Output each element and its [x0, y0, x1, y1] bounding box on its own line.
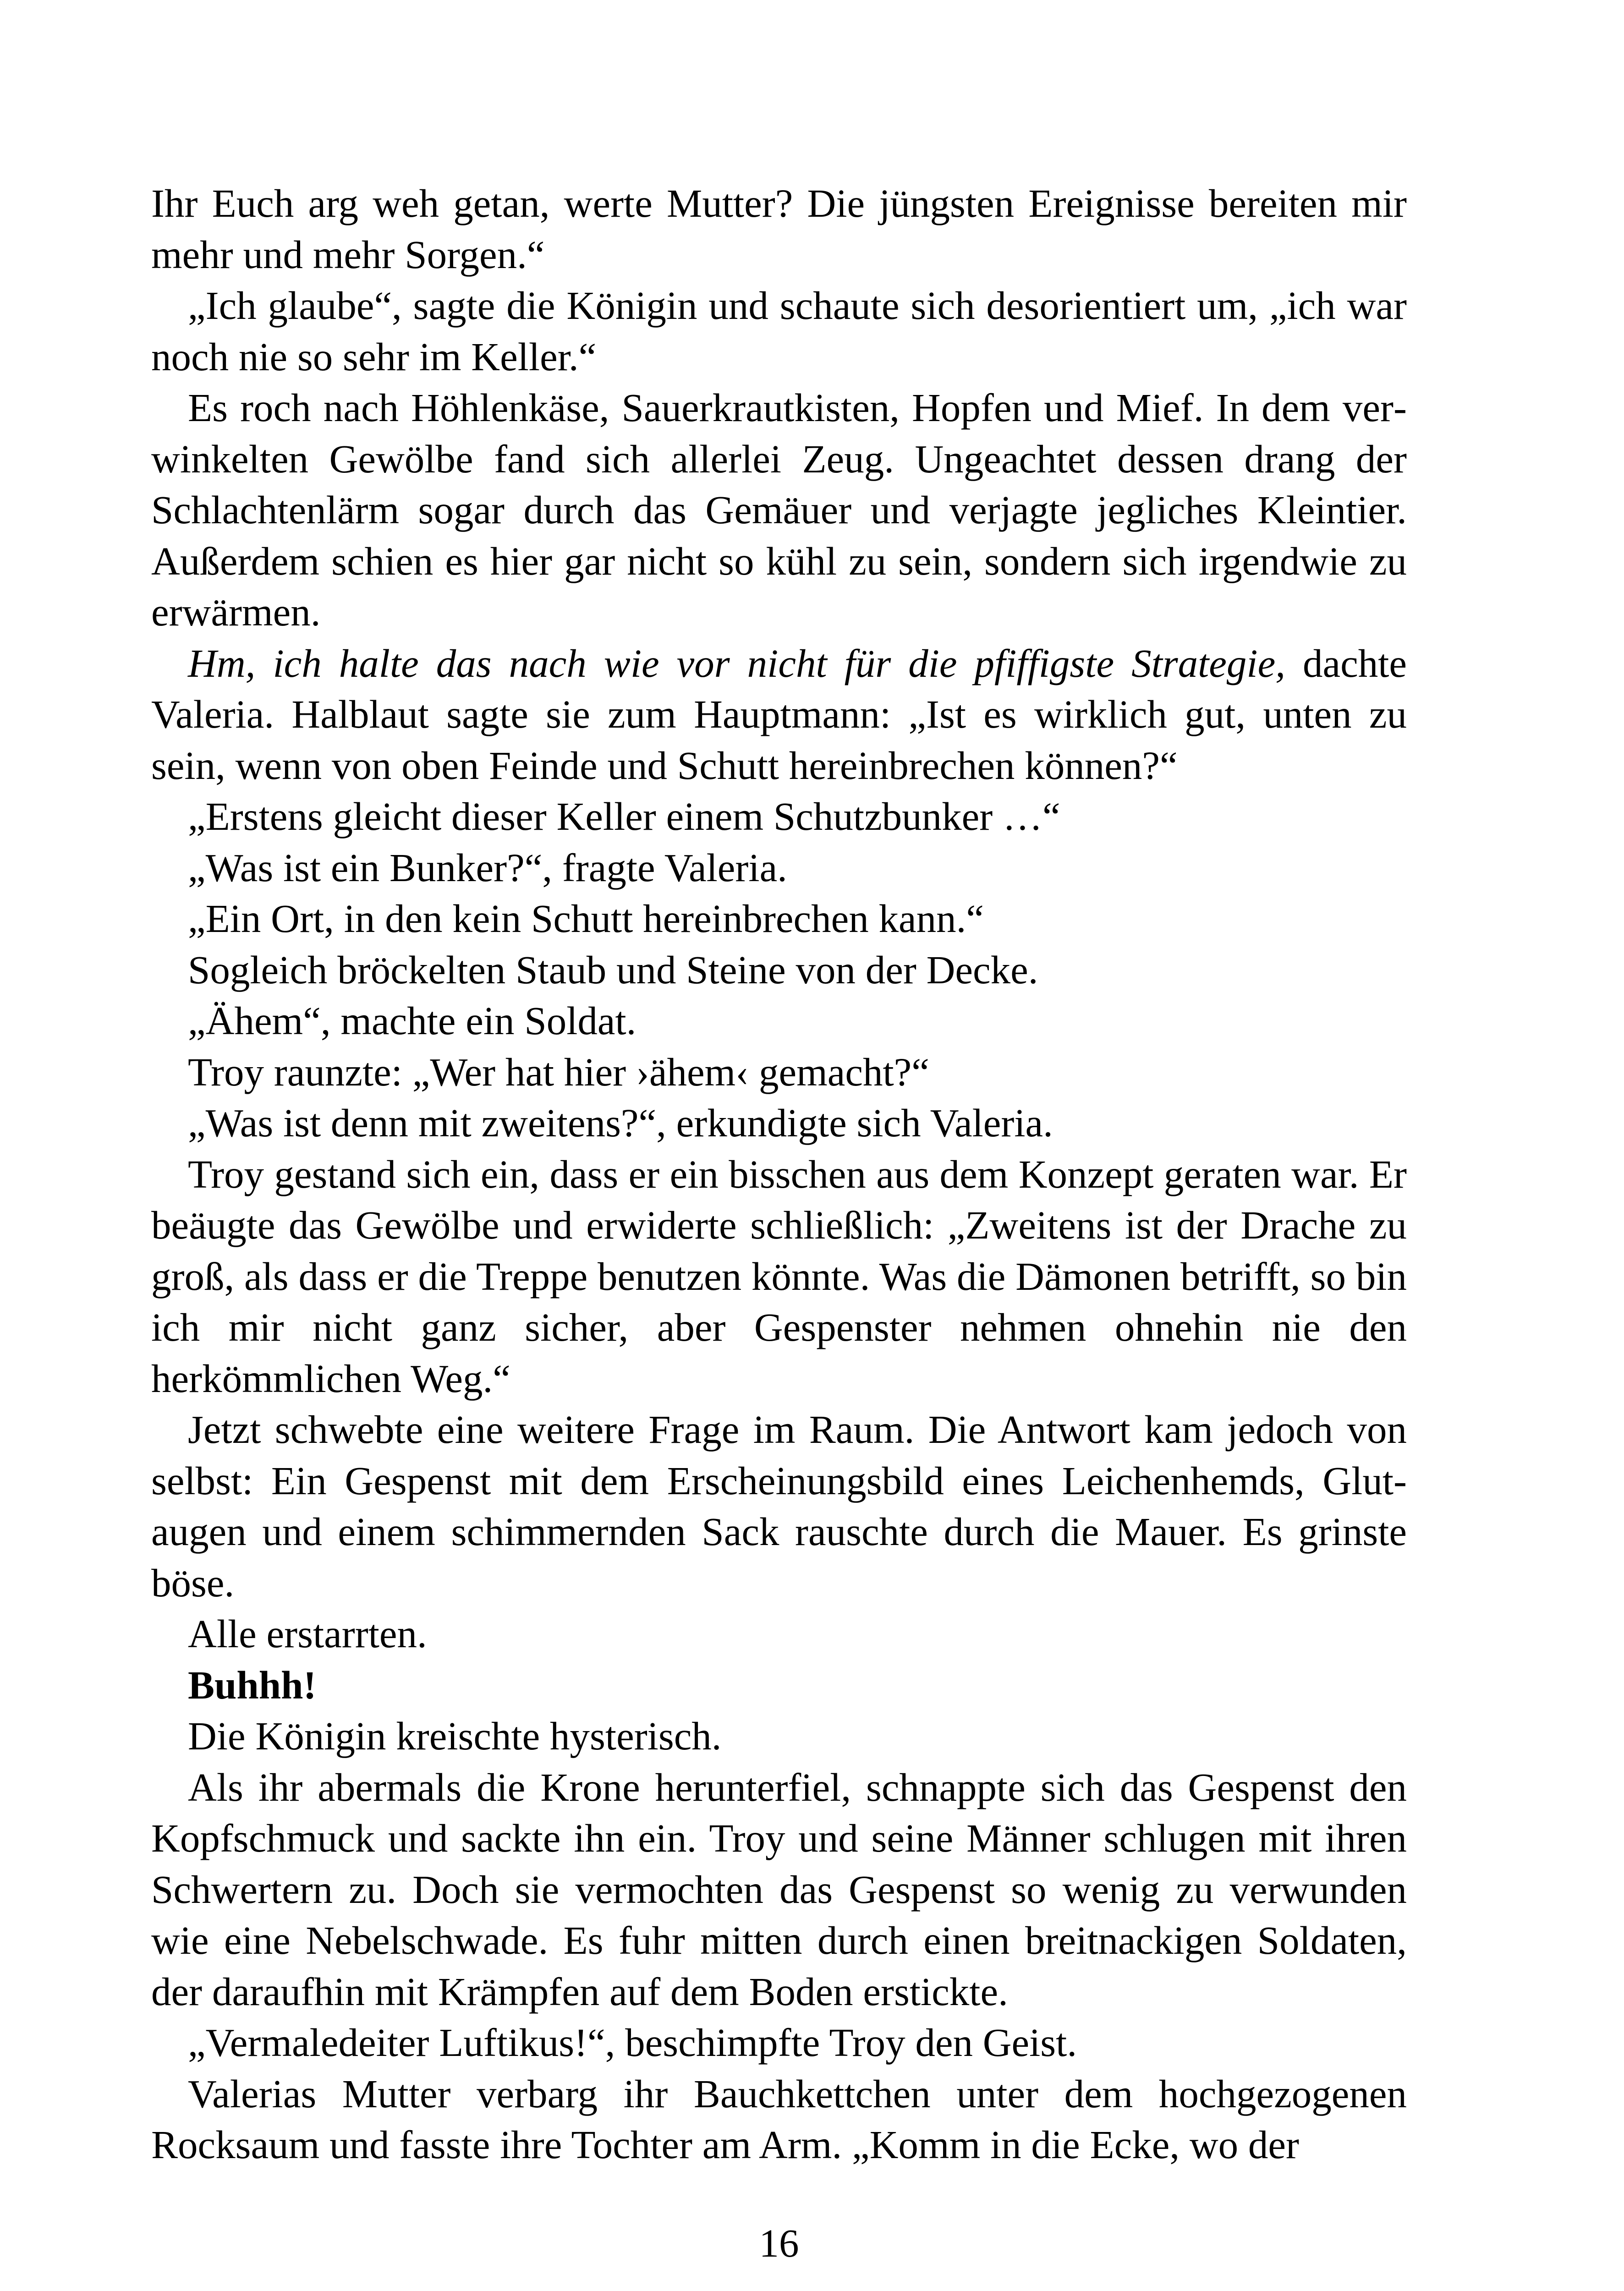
paragraph: „Ein Ort, in den kein Schutt hereinbrechen kann.“ [188, 896, 984, 941]
paragraph: Als ihr abermals die Krone herunterfiel, schnappte sich das Gespenst den Kopfschmuck und sackte ihn ein. Troy und seine Männer schlugen mit ihren Schwertern zu. Doch sie vermochten das Gespenst so wenig zu verwunden wie eine Nebelschwade. Es fuhr mitten durch einen breitnackigen Soldaten, der daraufhin mit Krämpfen auf dem Boden erstickte. [151, 1765, 1407, 2014]
paragraph: „Ich glaube“, sagte die Königin und schaute sich desorientiert um, „ich war noch nie so sehr im Keller.“ [151, 283, 1407, 379]
paragraph: „Was ist denn mit zweitens?“, erkundigte sich Valeria. [188, 1101, 1053, 1145]
body-text [151, 178, 1407, 2170]
paragraph: Troy raunzte: „Wer hat hier ›ähem‹ gemacht?“ [188, 1049, 929, 1094]
paragraph [151, 638, 1407, 791]
paragraph: „Was ist ein Bunker?“, fragte Valeria. [188, 845, 787, 890]
paragraph: Ihr Euch arg weh getan, werte Mutter? Die jüngsten Ereignisse bereiten mir mehr und mehr Sorgen.“ [151, 181, 1407, 277]
paragraph: Troy gestand sich ein, dass er ein bisschen aus dem Konzept geraten war. Er beäugte das Gewölbe und erwiderte schließlich: „Zweitens ist der Drache zu groß, als dass er die Treppe benutzen könnte. Was die Dämonen betrifft, so bin ich mir nicht ganz sicher, aber Gespenster nehmen ohnehin nie den herkömmlichen Weg.“ [151, 1151, 1407, 1401]
paragraph: Es roch nach Höhlenkäse, Sauerkrautkisten, Hopfen und Mief. In dem verwinkelten Gewölbe fand sich allerlei Zeug. Ungeachtet dessen drang der Schlachtenlärm sogar durch das Gemäuer und verjagte jegliches Kleintier. Außerdem schien es hier gar nicht so kühl zu sein, sondern sich irgendwie zu erwärmen. [151, 385, 1407, 634]
paragraph: Jetzt schwebte eine weitere Frage im Raum. Die Antwort kam jedoch von selbst: Ein Gespenst mit dem Erscheinungsbild eines Leichenhemds, Glutaugen und einem schimmernden Sack rauschte durch die Mauer. Es grinste böse. [151, 1407, 1407, 1605]
paragraph: „Vermaledeiter Luftikus!“, beschimpfte Troy den Geist. [188, 2020, 1077, 2065]
paragraph-text: dachte Valeria. Halblaut sagte sie zum Hauptmann: „Ist es wirklich gut, unten zu sein, wenn von oben Feinde und Schutt hereinbrechen können?“ [151, 641, 1407, 788]
paragraph: Alle erstarrten. [188, 1611, 427, 1656]
paragraph: Valerias Mutter verbarg ihr Bauchkettchen unter dem hochgezogenen Rocksaum und fasste ihre Tochter am Arm. „Komm in die Ecke, wo der [151, 2071, 1407, 2167]
bold-exclamation: Buhhh! [188, 1662, 317, 1707]
paragraph: Die Königin kreischte hysterisch. [188, 1714, 722, 1758]
italic-thought: Hm, ich halte das nach wie vor nicht für die pfiffigste Strategie, [188, 641, 1285, 685]
paragraph: „Erstens gleicht dieser Keller einem Schutzbunker …“ [188, 794, 1060, 839]
book-page [151, 0, 1407, 2291]
paragraph: „Ähem“, machte ein Soldat. [188, 998, 636, 1043]
paragraph: Sogleich bröckelten Staub und Steine von der Decke. [188, 947, 1038, 992]
page-number: 16 [759, 2221, 799, 2265]
